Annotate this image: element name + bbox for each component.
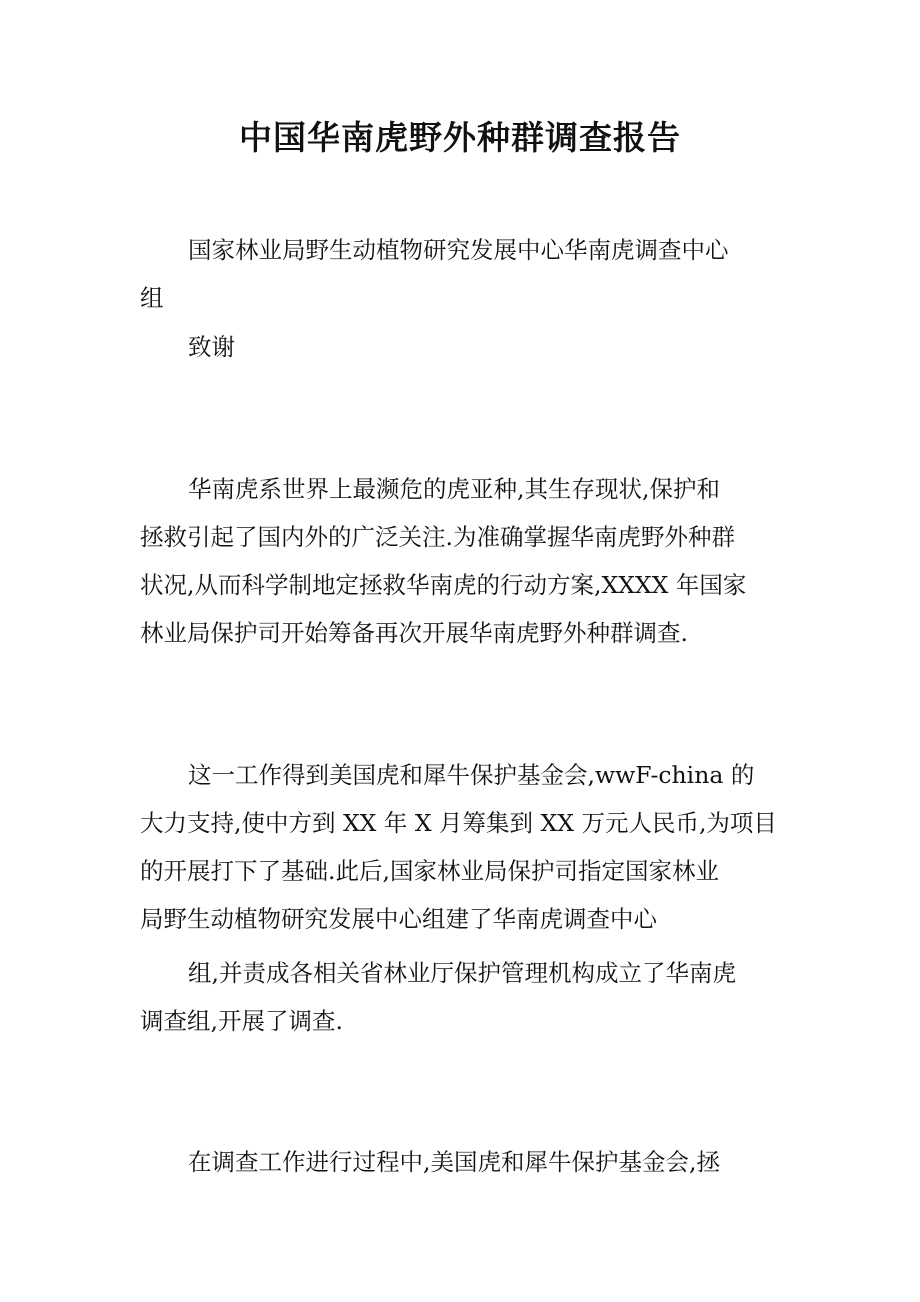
paragraph-line: 的开展打下了基础.此后,国家林业局保护司指定国家林业 [140, 857, 719, 885]
paragraph-line: 组,并责成各相关省林业厅保护管理机构成立了华南虎 [188, 959, 736, 987]
acknowledgement-heading [140, 323, 783, 371]
paragraph-1 [140, 465, 783, 657]
paragraph-line: 调查组,开展了调查. [140, 1007, 343, 1035]
document-title: 中国华南虎野外种群调查报告 [239, 118, 681, 157]
author-line: 组 [140, 284, 164, 312]
paragraph-line: 林业局保护司开始筹备再次开展华南虎野外种群调查. [140, 619, 688, 647]
author-line: 国家林业局野生动植物研究发展中心华南虎调查中心 [188, 236, 729, 264]
paragraph-4 [140, 1138, 783, 1186]
paragraph-line: 在调查工作进行过程中,美国虎和犀牛保护基金会,拯 [188, 1148, 720, 1176]
paragraph-line: 状况,从而科学制地定拯救华南虎的行动方案,XXXX 年国家 [140, 571, 747, 599]
paragraph-line: 这一工作得到美国虎和犀牛保护基金会,wwF-china 的 [188, 761, 755, 789]
heading-text: 致谢 [188, 333, 235, 361]
paragraph-line: 拯救引起了国内外的广泛关注.为准确掌握华南虎野外种群 [140, 523, 735, 551]
author-block [140, 226, 783, 322]
paragraph-line: 华南虎系世界上最濒危的虎亚种,其生存现状,保护和 [188, 475, 720, 503]
paragraph-line: 局野生动植物研究发展中心组建了华南虎调查中心 [140, 905, 657, 933]
paragraph-3 [140, 949, 783, 1045]
paragraph-2 [140, 751, 783, 943]
paragraph-line: 大力支持,使中方到 XX 年 X 月筹集到 XX 万元人民币,为项目 [140, 809, 777, 837]
